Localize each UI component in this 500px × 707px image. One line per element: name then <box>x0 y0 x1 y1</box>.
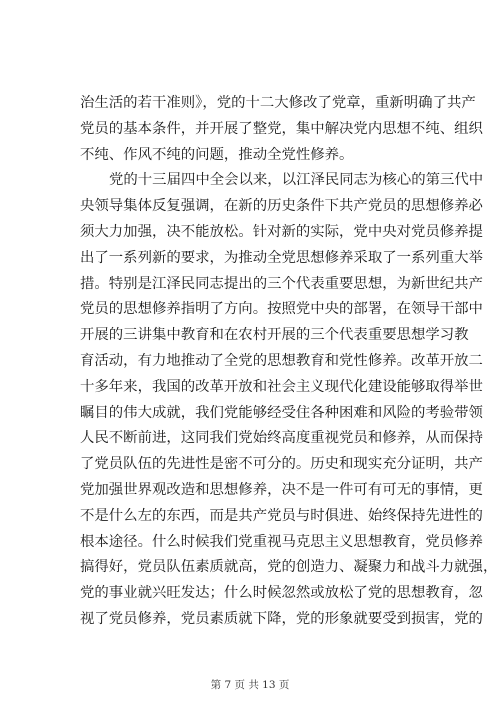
text-line: 搞得好，党员队伍素质就高，党的创造力、凝聚力和战斗力就强， <box>80 559 498 576</box>
text-line: 育活动，有力地推动了全党的思想教育和党性修养。改革开放二 <box>80 352 483 369</box>
text-line: 十多年来，我国的改革开放和社会主义现代化建设能够取得举世 <box>80 378 483 395</box>
text-line: 不是什么左的东西，而是共产党员与时俱进、始终保持先进性的 <box>80 507 483 524</box>
paragraph-first-line: 党的十三届四中全会以来，以江泽民同志为核心的第三代中 <box>109 172 484 189</box>
text-line: 须大力加强，决不能放松。针对新的实际，党中央对党员修养提 <box>80 223 483 240</box>
text-line: 了党员队伍的先进性是密不可分的。历史和现实充分证明，共产 <box>80 456 483 473</box>
text-line: 视了党员修养，党员素质就下降，党的形象就要受到损害，党的 <box>80 610 483 627</box>
text-line: 出了一系列新的要求，为推动全党思想修养采取了一系列重大举 <box>80 249 483 266</box>
text-line: 党的事业就兴旺发达；什么时候忽然或放松了党的思想教育，忽 <box>80 585 483 602</box>
body-text <box>80 91 498 633</box>
text-line: 治生活的若干准则》，党的十二大修改了党章，重新明确了共产 <box>80 95 476 111</box>
text-line: 央领导集体反复强调，在新的历史条件下共产党员的思想修养必 <box>80 198 483 215</box>
text-line: 根本途径。什么时候我们党重视马克思主义思想教育，党员修养 <box>80 533 483 550</box>
text-line: 人民不断前进，这同我们党始终高度重视党员和修养，从而保持 <box>80 430 483 447</box>
text-line: 瞩目的伟大成就，我们党能够经受住各种困难和风险的考验带领 <box>80 404 483 421</box>
text-line: 措。特别是江泽民同志提出的三个代表重要思想，为新世纪共产 <box>80 275 483 292</box>
text-line: 党员的思想修养指明了方向。按照党中央的部署，在领导干部中 <box>80 301 483 318</box>
text-line: 党加强世界观改造和思想修养，决不是一件可有可无的事情，更 <box>80 481 483 498</box>
text-line: 不纯、作风不纯的问题，推动全党性修养。 <box>80 146 354 163</box>
page-number-footer: 第 7 页 共 13 页 <box>210 679 290 691</box>
text-line: 开展的三讲集中教育和在农村开展的三个代表重要思想学习教 <box>80 327 469 344</box>
text-line: 党员的基本条件，并开展了整党，集中解决党内思想不纯、组织 <box>80 120 483 137</box>
